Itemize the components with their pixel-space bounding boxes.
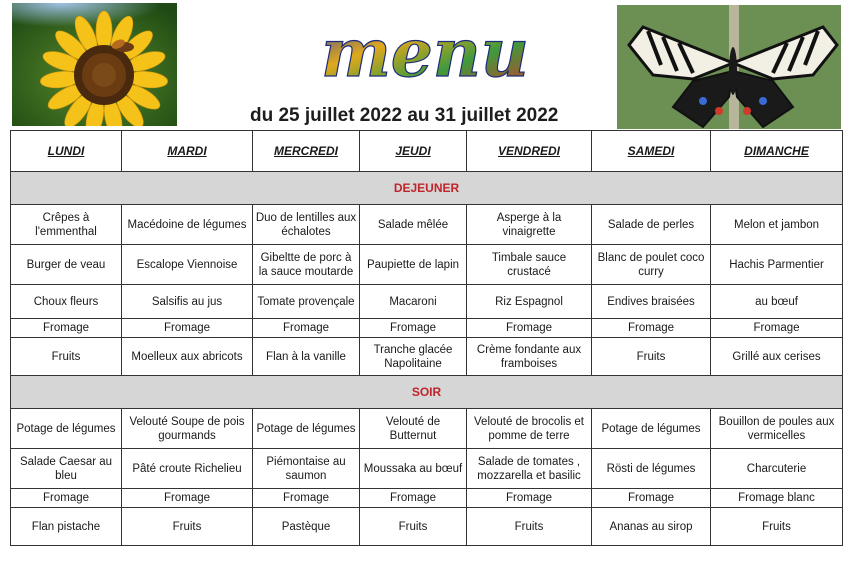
menu-cell: Tomate provençale [253,285,360,319]
menu-cell: Crème fondante aux framboises [467,338,592,376]
menu-cell: Hachis Parmentier [711,245,843,285]
dinner-dessert-row [11,508,843,546]
menu-cell: Rösti de légumes [592,449,711,489]
lunch-section-row [11,172,843,205]
lunch-main-row [11,245,843,285]
days-header-row [11,131,843,172]
date-range: du 25 juillet 2022 au 31 juillet 2022 [250,105,559,126]
lunch-dessert-row [11,338,843,376]
menu-cell: Fromage [122,319,253,338]
menu-cell: Fruits [467,508,592,546]
menu-cell: Charcuterie [711,449,843,489]
menu-cell: Burger de veau [11,245,122,285]
menu-cell: Pastèque [253,508,360,546]
menu-cell: Moelleux aux abricots [122,338,253,376]
day-header: SAMEDI [592,131,711,172]
menu-cell: Paupiette de lapin [360,245,467,285]
menu-cell: Fruits [11,338,122,376]
dinner-cheese-row [11,489,843,508]
lunch-starter-row [11,205,843,245]
menu-cell: Bouillon de poules aux vermicelles [711,409,843,449]
menu-cell: Duo de lentilles aux échalotes [253,205,360,245]
menu-cell: Fromage [360,489,467,508]
menu-cell: Potage de légumes [253,409,360,449]
menu-cell: Velouté de brocolis et pomme de terre [467,409,592,449]
menu-cell: Fruits [592,338,711,376]
menu-cell: Moussaka au bœuf [360,449,467,489]
menu-cell: Potage de légumes [592,409,711,449]
sunflower-image [12,3,177,126]
menu-cell: Flan pistache [11,508,122,546]
dinner-section-label: SOIR [11,376,843,409]
menu-title-text: menu [321,22,529,92]
menu-cell: Potage de légumes [11,409,122,449]
menu-cell: Salade mêlée [360,205,467,245]
menu-cell: Choux fleurs [11,285,122,319]
menu-cell: au bœuf [711,285,843,319]
menu-cell: Fromage [122,489,253,508]
menu-cell: Salade de perles [592,205,711,245]
menu-cell: Fromage [11,319,122,338]
day-header: JEUDI [360,131,467,172]
butterfly-image [617,5,841,129]
menu-cell: Ananas au sirop [592,508,711,546]
menu-cell: Fromage [592,319,711,338]
menu-cell: Salade Caesar au bleu [11,449,122,489]
menu-cell: Fromage [360,319,467,338]
weekly-menu-table [10,130,843,546]
menu-cell: Asperge à la vinaigrette [467,205,592,245]
dinner-section-row [11,376,843,409]
menu-title [290,22,560,92]
menu-cell: Fromage blanc [711,489,843,508]
menu-cell: Fromage [711,319,843,338]
menu-cell: Grillé aux cerises [711,338,843,376]
menu-cell: Fruits [122,508,253,546]
menu-cell: Endives braisées [592,285,711,319]
menu-cell: Fromage [467,489,592,508]
menu-cell: Velouté de Butternut [360,409,467,449]
menu-cell: Tranche glacée Napolitaine [360,338,467,376]
menu-cell: Blanc de poulet coco curry [592,245,711,285]
day-header: VENDREDI [467,131,592,172]
day-header: LUNDI [11,131,122,172]
lunch-cheese-row [11,319,843,338]
menu-cell: Escalope Viennoise [122,245,253,285]
menu-cell: Fromage [467,319,592,338]
menu-cell: Fromage [253,489,360,508]
menu-cell: Fromage [253,319,360,338]
day-header: DIMANCHE [711,131,843,172]
menu-cell: Fromage [11,489,122,508]
dinner-starter-row [11,409,843,449]
menu-cell: Pâté croute Richelieu [122,449,253,489]
menu-cell: Piémontaise au saumon [253,449,360,489]
menu-cell: Macaroni [360,285,467,319]
menu-cell: Fruits [711,508,843,546]
menu-cell: Crêpes à l'emmenthal [11,205,122,245]
menu-cell: Melon et jambon [711,205,843,245]
menu-cell: Salsifis au jus [122,285,253,319]
menu-cell: Flan à la vanille [253,338,360,376]
day-header: MARDI [122,131,253,172]
lunch-side-row [11,285,843,319]
menu-cell: Fromage [592,489,711,508]
day-header: MERCREDI [253,131,360,172]
menu-cell: Riz Espagnol [467,285,592,319]
menu-cell: Fruits [360,508,467,546]
menu-cell: Velouté Soupe de pois gourmands [122,409,253,449]
menu-cell: Timbale sauce crustacé [467,245,592,285]
menu-cell: Macédoine de légumes [122,205,253,245]
menu-cell: Salade de tomates , mozzarella et basilic [467,449,592,489]
menu-cell: Gibeltte de porc à la sauce moutarde [253,245,360,285]
lunch-section-label: DEJEUNER [11,172,843,205]
dinner-main-row [11,449,843,489]
